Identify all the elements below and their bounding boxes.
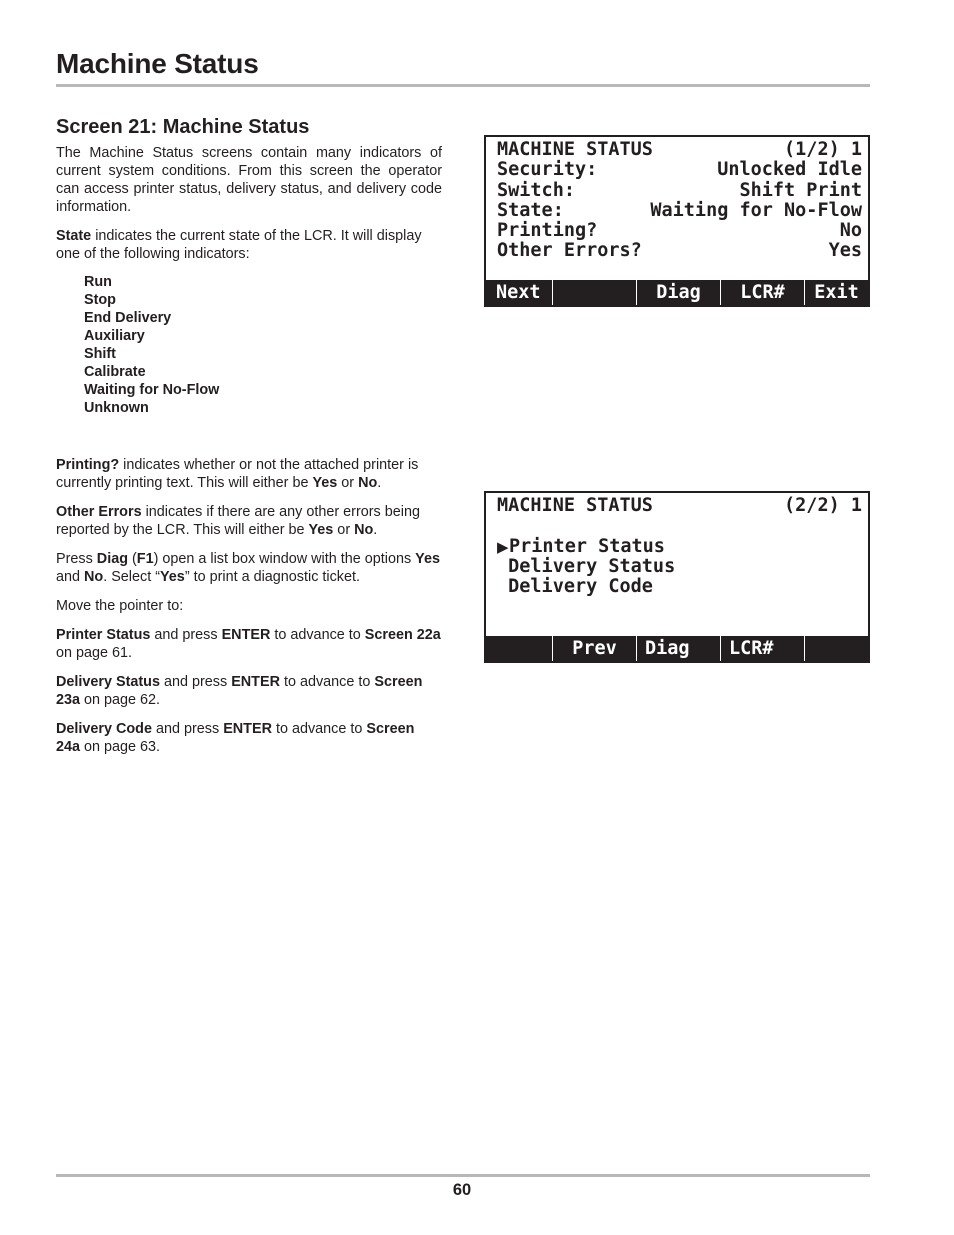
nav-delivery-code-paragraph	[56, 720, 442, 756]
header-divider	[56, 84, 870, 87]
lcd-row-other-errors	[497, 241, 862, 261]
move-pointer-paragraph: Move the pointer to:	[56, 598, 184, 614]
lcd-row-value: No	[839, 220, 862, 242]
blank-soft-key[interactable]	[486, 636, 552, 661]
page-ref: on page 63.	[80, 739, 161, 755]
diag-paragraph	[56, 550, 442, 586]
lcd-row-label: Switch:	[497, 179, 575, 201]
list-item: Unknown	[84, 400, 149, 416]
next-soft-key[interactable]: Next	[496, 282, 541, 303]
list-item: Stop	[84, 292, 116, 308]
intro-paragraph: The Machine Status screens contain many indicators of current system conditions. From this screen the operator can access printer status, delivery status, and delivery code information.	[56, 145, 442, 215]
lcd-row-value: Yes	[828, 240, 862, 262]
enter-key-term: ENTER	[221, 627, 271, 643]
lcd-screen-machine-status-1	[484, 135, 870, 307]
f1-term: F1	[136, 551, 154, 567]
soft-key-bar	[486, 280, 868, 305]
state-indicator-list	[84, 273, 442, 417]
other-errors-description: indicates if there are any other errors being reported by the LCR. This will either be	[56, 504, 420, 538]
lcd-row-label: Printing?	[497, 220, 598, 242]
page-ref: on page 62.	[80, 692, 161, 708]
or-text: or	[337, 475, 359, 491]
list-item: End Delivery	[84, 310, 172, 326]
blank-soft-key[interactable]	[552, 280, 636, 305]
yes-term: Yes	[160, 569, 185, 585]
diag-soft-key[interactable]: Diag	[636, 280, 720, 305]
yes-term: Yes	[308, 522, 334, 538]
lcd-row-security	[497, 160, 862, 180]
nav-term: Printer Status	[56, 627, 151, 643]
press-text: Press	[56, 551, 97, 567]
nav-printer-status-paragraph	[56, 626, 442, 662]
nav-text: to advance to	[270, 627, 365, 643]
lcd-page-indicator: (1/2) 1	[784, 139, 862, 160]
lcd-title-row	[497, 496, 862, 516]
section-heading: Screen 21: Machine Status	[56, 116, 310, 138]
nav-term: Delivery Status	[56, 674, 160, 690]
nav-text: to advance to	[279, 674, 375, 690]
state-description: indicates the current state of the LCR. It will display one of the following indicators:	[56, 228, 422, 262]
nav-text: and press	[151, 721, 224, 737]
lcd-row-switch	[497, 181, 862, 201]
lcd-title-row	[497, 140, 862, 160]
menu-item-delivery-code[interactable]: Delivery Code	[497, 576, 653, 598]
no-term: No	[358, 475, 378, 491]
enter-key-term: ENTER	[231, 674, 280, 690]
or-text: or	[333, 522, 355, 538]
period: .	[373, 522, 378, 538]
state-term: State	[56, 228, 92, 244]
yes-term: Yes	[312, 475, 338, 491]
diag-description: ) open a list box window with the options	[153, 551, 416, 567]
diag-soft-key[interactable]: Diag	[636, 636, 720, 661]
period: .	[377, 475, 382, 491]
page-ref: on page 61.	[56, 645, 133, 661]
page-title: Machine Status	[56, 48, 259, 79]
menu-item-delivery-status[interactable]: Delivery Status	[497, 555, 676, 577]
blank-soft-key[interactable]	[804, 636, 868, 661]
menu-item-label: Printer Status	[509, 535, 665, 557]
nav-term: Delivery Code	[56, 721, 152, 737]
lcd-title: MACHINE STATUS	[497, 495, 653, 516]
page-number: 60	[452, 1181, 472, 1199]
exit-soft-key[interactable]: Exit	[804, 280, 868, 305]
other-errors-paragraph	[56, 503, 442, 539]
select-end-text: ” to print a diagnostic ticket.	[184, 569, 360, 585]
footer-divider	[56, 1174, 870, 1177]
no-term: No	[84, 569, 104, 585]
printing-paragraph	[56, 456, 442, 492]
lcd-screen-machine-status-2	[484, 491, 870, 663]
list-item: Run	[84, 274, 112, 290]
lcd-row-value: Shift Print	[739, 179, 862, 201]
lcr-number-soft-key[interactable]: LCR#	[720, 280, 804, 305]
screen-ref: Screen 23a	[56, 674, 423, 708]
printing-term: Printing?	[56, 457, 120, 473]
lcd-content	[497, 140, 862, 262]
lcd-row-label: Other Errors?	[497, 240, 642, 262]
pointer-arrow-icon: ▶	[497, 537, 509, 556]
state-paragraph	[56, 227, 442, 263]
paren-open: (	[127, 551, 137, 567]
and-text: and	[56, 569, 85, 585]
nav-text: and press	[150, 627, 222, 643]
body-text-column	[56, 144, 442, 767]
screen-ref: Screen 24a	[56, 721, 415, 755]
list-item: Waiting for No-Flow	[84, 382, 220, 398]
lcd-row-printing	[497, 221, 862, 241]
lcd-row-label: Security:	[497, 159, 598, 181]
lcd-page-indicator: (2/2) 1	[784, 495, 862, 516]
lcd-row-value: Waiting for No-Flow	[650, 199, 862, 221]
lcd-title: MACHINE STATUS	[497, 139, 653, 160]
screen-ref: Screen 22a	[364, 627, 441, 643]
no-term: No	[354, 522, 374, 538]
lcd-row-label: State:	[497, 199, 564, 221]
nav-delivery-status-paragraph	[56, 673, 442, 709]
nav-text: and press	[159, 674, 232, 690]
lcd-row-value: Unlocked Idle	[717, 159, 862, 181]
menu-item-printer-status[interactable]	[497, 537, 862, 557]
lcr-number-soft-key[interactable]: LCR#	[720, 636, 804, 661]
prev-soft-key[interactable]: Prev	[552, 636, 636, 661]
list-item: Auxiliary	[84, 328, 145, 344]
select-text: . Select “	[103, 569, 160, 585]
soft-key-bar	[486, 636, 868, 661]
enter-key-term: ENTER	[223, 721, 272, 737]
lcd-blank-row	[497, 516, 862, 536]
diag-term: Diag	[96, 551, 128, 567]
lcd-content	[497, 496, 862, 597]
other-errors-term: Other Errors	[56, 504, 142, 520]
printing-description: indicates whether or not the attached printer is currently printing text. This will either be	[56, 457, 419, 491]
list-item: Shift	[84, 346, 116, 362]
lcd-row-state	[497, 201, 862, 221]
nav-text: to advance to	[271, 721, 367, 737]
yes-term: Yes	[415, 551, 440, 567]
list-item: Calibrate	[84, 364, 146, 380]
